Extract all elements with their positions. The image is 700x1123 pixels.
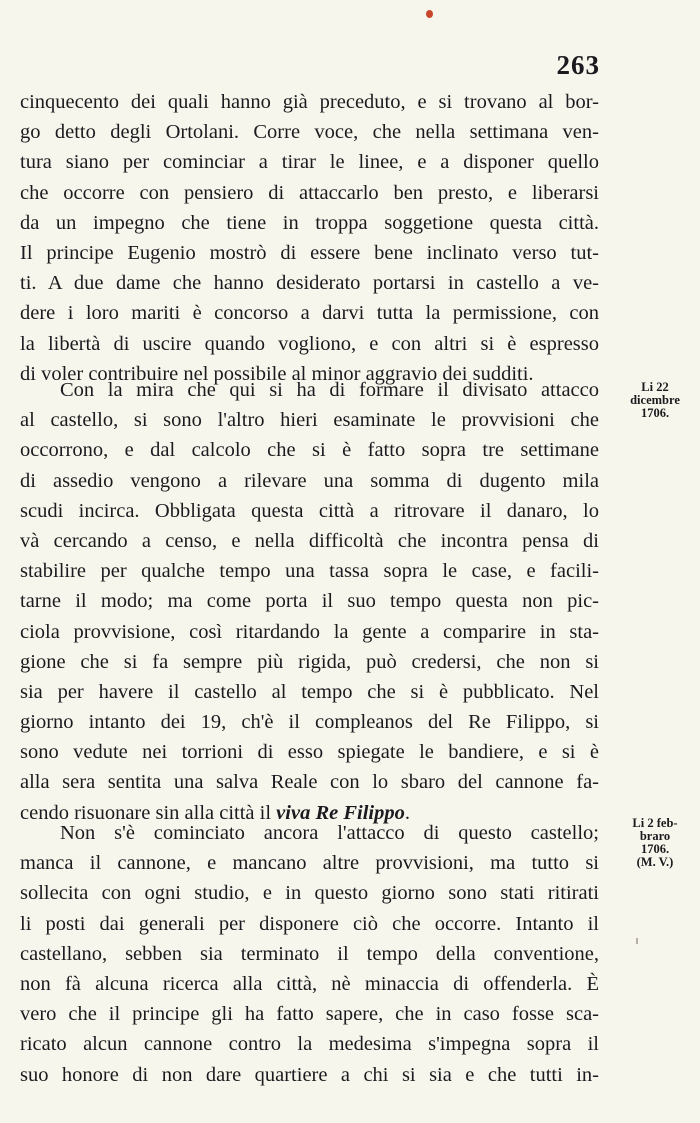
text-line: sia per havere il castello al tempo che si è pubblicato. Nel — [20, 680, 599, 703]
text-line: ti. A due dame che hanno desiderato portarsi in castello a ve- — [20, 272, 599, 295]
margin-note-line: Li 2 feb- — [632, 816, 678, 830]
text-line: tarne il modo; ma come porta il suo tempo questa non pic- — [20, 590, 599, 613]
text-line: di assedio vengono a rilevare una somma di dugento mila — [20, 469, 599, 492]
margin-note-line: braro — [639, 829, 671, 843]
red-ink-mark — [426, 10, 433, 18]
text-line: vero che il principe gli ha fatto sapere, che in caso fosse sca- — [20, 1003, 599, 1026]
text-fragment: . — [404, 801, 410, 824]
text-line: Il principe Eugenio mostrò di essere bene inclinato verso tut- — [20, 241, 599, 264]
text-line: go detto degli Ortolani. Corre voce, che nella settimana ven- — [20, 121, 599, 144]
text-line: scudi incirca. Obbligata questa città a ritrovare il danaro, lo — [20, 499, 599, 522]
text-line: ricato alcun cannone contro la medesima s'impegna sopra il — [20, 1033, 599, 1056]
text-line: giorno intanto dei 19, ch'è il compleanos del Re Filippo, si — [20, 711, 599, 734]
text-line: ciola provvisione, così ritardando la gente a comparire in sta- — [20, 620, 599, 643]
margin-note-line: (M. V.) — [636, 855, 674, 869]
text-line: castellano, sebben sia terminato il tempo della conventione, — [20, 942, 599, 965]
text-line: cinquecento dei quali hanno già preceduto, e si trovano al bor- — [20, 91, 599, 113]
margin-note-date-1 — [610, 381, 700, 420]
paragraph-2 — [20, 375, 599, 828]
italic-phrase: viva Re Filippo — [276, 801, 405, 824]
text-line: manca il cannone, e mancano altre provvisioni, ma tutto si — [20, 852, 599, 875]
text-fragment: cendo risuonare sin alla città il — [20, 801, 277, 824]
margin-note-line: Li 22 — [641, 380, 669, 394]
text-line: sono vedute nei torrioni di esso spiegate le bandiere, e si è — [20, 741, 599, 764]
margin-note-line: 1706. — [640, 406, 670, 420]
text-line: tura siano per cominciar a tirar le linee, e a disponer quello — [20, 151, 599, 174]
text-line: sollecita con ogni studio, e in questo giorno sono stati ritirati — [20, 882, 599, 905]
text-line: suo honore di non dare quartiere a chi si sia e che tutti in- — [20, 1063, 599, 1086]
page-number: 263 — [556, 50, 600, 80]
text-line: Con la mira che qui si ha di formare il divisato attacco — [60, 379, 599, 401]
text-line: di voler contribuire nel possibile al minor aggravio dei sudditi. — [20, 362, 534, 385]
text-line: alla sera sentita una salva Reale con lo sbaro del cannone fa- — [20, 771, 599, 794]
margin-note-date-2 — [610, 817, 700, 869]
margin-note-line: 1706. — [640, 842, 670, 856]
margin-note-line: dicembre — [630, 393, 680, 407]
text-line: da un impegno che tiene in troppa soggetione questa città. — [20, 211, 599, 234]
paragraph-3 — [20, 818, 599, 1090]
text-line: Non s'è cominciato ancora l'attacco di questo castello; — [60, 822, 599, 844]
text-line: và cercando a censo, e nella difficoltà che incontra pensa di — [20, 529, 599, 552]
text-line: che occorre con pensiero di attaccarlo ben presto, e liberarsi — [20, 181, 599, 204]
margin-tick-mark — [636, 938, 638, 944]
text-line: non fà alcuna ricerca alla città, nè minaccia di offenderla. È — [20, 972, 599, 995]
text-line: al castello, si sono l'altro hieri esaminate le provvisioni che — [20, 409, 599, 432]
text-line: la libertà di uscire quando vogliono, e con altri si è espresso — [20, 332, 599, 355]
paragraph-1 — [20, 87, 599, 389]
text-line: gione che si fa sempre più rigida, può credersi, che non si — [20, 650, 599, 673]
text-line: dere i loro mariti è concorso a darvi tutta la permissione, con — [20, 302, 599, 325]
text-line: stabilire per qualche tempo una tassa sopra le case, e facili- — [20, 560, 599, 583]
text-line: occorrono, e dal calcolo che si è fatto sopra tre settimane — [20, 439, 599, 462]
text-line: li posti dai generali per disponere ciò che occorre. Intanto il — [20, 912, 599, 935]
